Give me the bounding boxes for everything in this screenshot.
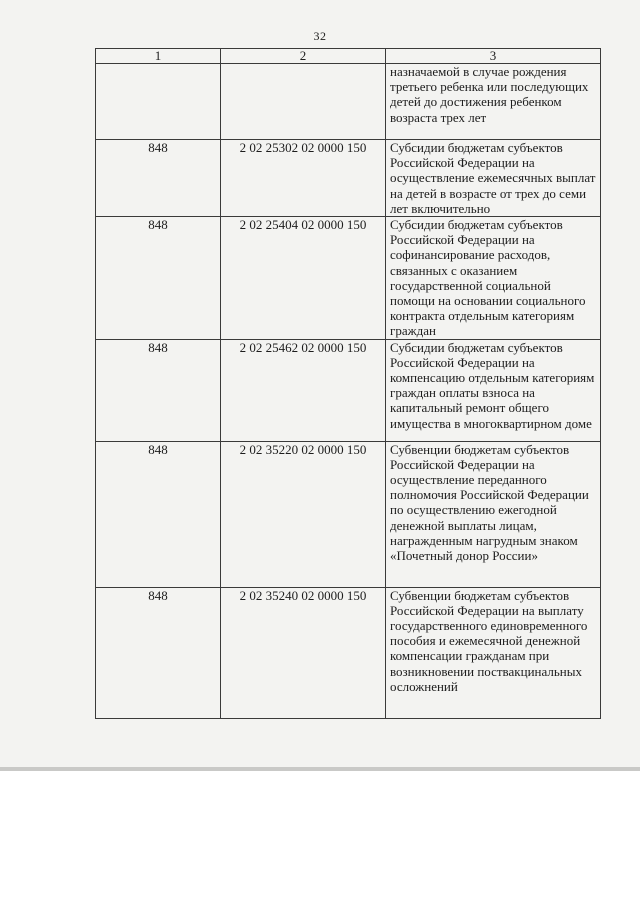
table-header-row (96, 49, 601, 64)
description-cell: Субсидии бюджетам субъектов Российской Федерации на компенсацию отдельным категориям граждан оплаты взноса на капитальный ремонт общего имущества в многоквартирном доме (386, 339, 601, 441)
table-row (96, 140, 601, 217)
page-number: 32 (313, 29, 327, 43)
page-edge-shadow (0, 767, 640, 771)
admin-code-cell: 848 (96, 587, 221, 718)
admin-code-cell: 848 (96, 140, 221, 217)
admin-code-cell: 848 (96, 217, 221, 340)
description-cell: Субсидии бюджетам субъектов Российской Федерации на софинансирование расходов, связанных с оказанием государственной социальной помощи на основании социального контракта отдельным категориям граждан (386, 217, 601, 340)
description-cell: Субвенции бюджетам субъектов Российской Федерации на осуществление переданного полномочия Российской Федерации по осуществлению ежегодной денежной выплаты лицам, награжденным нагрудным знаком «Почетный донор России» (386, 441, 601, 587)
table-row (96, 64, 601, 140)
table-row (96, 339, 601, 441)
admin-code-cell: 848 (96, 339, 221, 441)
budget-code-cell: 2 02 25404 02 0000 150 (221, 217, 386, 340)
budget-code-cell: 2 02 35240 02 0000 150 (221, 587, 386, 718)
table-row (96, 441, 601, 587)
description-cell: назначаемой в случае рождения третьего ребенка или последующих детей до достижения ребенком возраста трех лет (386, 64, 601, 140)
budget-code-cell (221, 64, 386, 140)
admin-code-cell: 848 (96, 441, 221, 587)
budget-revenue-table (95, 48, 601, 719)
description-cell: Субвенции бюджетам субъектов Российской Федерации на выплату государственного единовременного пособия и ежемесячной денежной компенсации гражданам при возникновении поствакцинальных осложнений (386, 587, 601, 718)
budget-code-cell: 2 02 25302 02 0000 150 (221, 140, 386, 217)
admin-code-cell (96, 64, 221, 140)
column-header-2: 2 (221, 49, 386, 64)
budget-code-cell: 2 02 35220 02 0000 150 (221, 441, 386, 587)
description-cell: Субсидии бюджетам субъектов Российской Федерации на осуществление ежемесячных выплат на детей в возрасте от трех до семи лет включительно (386, 140, 601, 217)
table-row (96, 587, 601, 718)
budget-code-cell: 2 02 25462 02 0000 150 (221, 339, 386, 441)
column-header-1: 1 (96, 49, 221, 64)
column-header-3: 3 (386, 49, 601, 64)
table-row (96, 217, 601, 340)
